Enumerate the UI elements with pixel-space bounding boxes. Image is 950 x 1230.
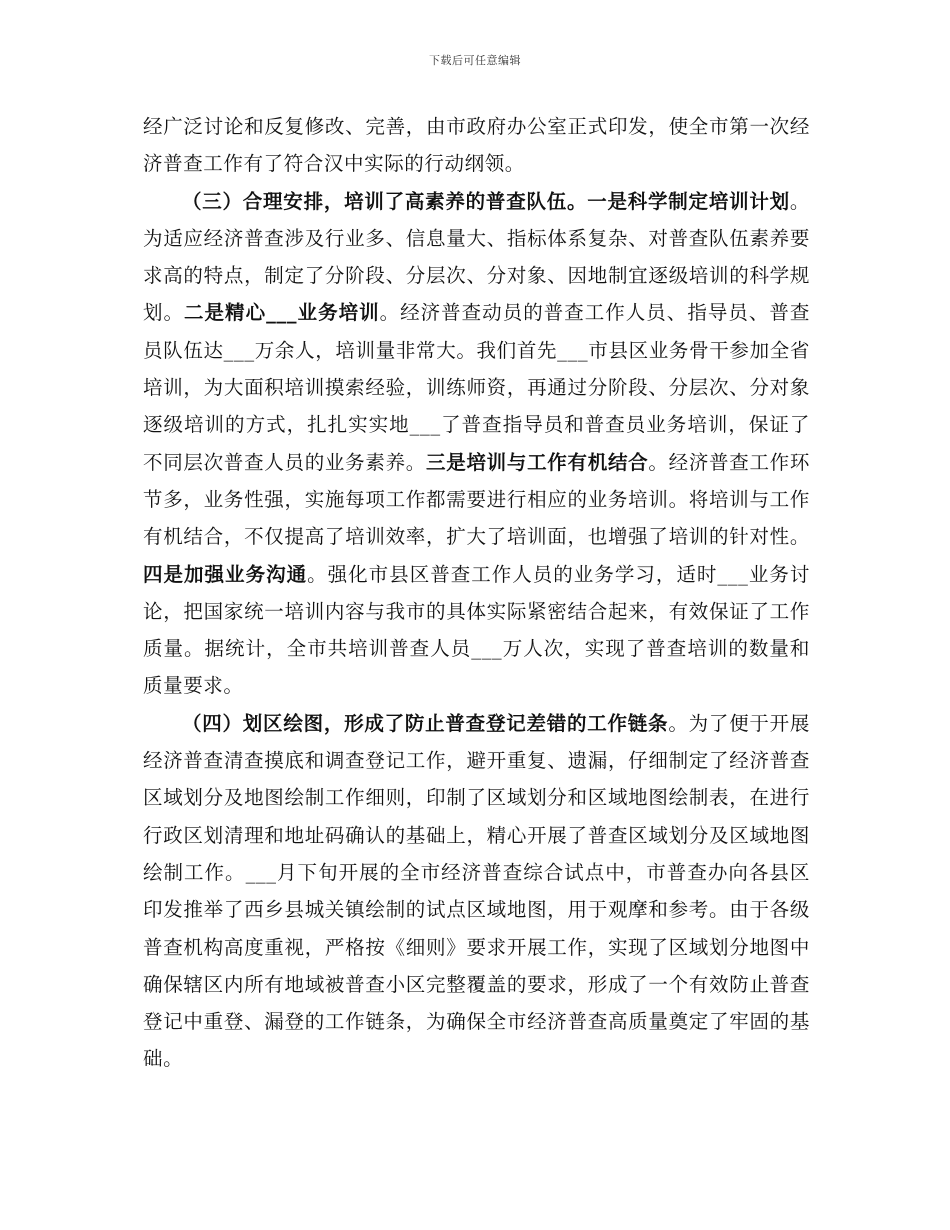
paragraph-section-4: [143, 705, 810, 1078]
body-text: 。经济普查动员的普查工作人员、指导员、普查员队伍达___万余人，培训量非常大。我们首先___市县区业务骨干参加全省培训，为大面积培训摸索经验，训练师资，再通过分阶段、分层次、分对象逐级培训的方式，扎扎实实地___了普查指导员和普查员业务培训，保证了不同层次普查人员的业务素养。: [143, 301, 810, 474]
body-text: 。强化市县区普查工作人员的业务学习，适时___业务讨论，把国家统一培训内容与我市的具体实际紧密结合起来，有效保证了工作质量。据统计，全市共培训普查人员___万人次，实现了普查培训的数量和质量要求。: [143, 562, 810, 698]
paragraph-section-3: [143, 183, 810, 705]
body-text: 。经济普查工作环节多，业务性强，实施每项工作都需要进行相应的业务培训。将培训与工作有机结合，不仅提高了培训效率，扩大了培训面，也增强了培训的针对性。: [143, 450, 810, 549]
page-header-note: 下载后可任意编辑: [429, 54, 521, 67]
body-text: 。为了便于开展经济普查清查摸底和调查登记工作，避开重复、遗漏，仔细制定了经济普查区域划分及地图绘制工作细则，印制了区域划分和区域地图绘制表，在进行行政区划清理和地址码确认的基础上，精心开展了普查区域划分及区域地图绘制工作。___月下旬开展的全市经济普查综合试点中，市普查办向各县区印发推举了西乡县城关镇绘制的试点区域地图，用于观摩和参考。由于各级普查机构高度重视，严格按《细则》要求开展工作，实现了区域划分地图中确保辖区内所有地域被普查小区完整覆盖的要求，形成了一个有效防止普查登记中重登、漏登的工作链条，为确保全市经济普查高质量奠定了牢固的基础。: [143, 711, 810, 1071]
body-text: 。为适应经济普查涉及行业多、信息量大、指标体系复杂、对普查队伍素养要求高的特点，制定了分阶段、分层次、分对象、因地制宜逐级培训的科学规划。: [143, 189, 810, 325]
document-body: [143, 108, 810, 1078]
section-heading-3: （三）合理安排，培训了高素养的普查队伍。: [182, 189, 588, 213]
section-heading-4: （四）划区绘图，形成了防止普查登记差错的工作链条: [182, 711, 669, 735]
key-point-3: 三是培训与工作有机结合: [426, 450, 649, 474]
paragraph-continuation: 经广泛讨论和反复修改、完善，由市政府办公室正式印发，使全市第一次经济普查工作有了符合汉中实际的行动纲领。: [143, 115, 810, 176]
key-point-4: 四是加强业务沟通: [143, 562, 308, 586]
key-point-2: 二是精心___业务培训: [184, 301, 380, 325]
key-point-1: 一是科学制定培训计划: [587, 189, 790, 213]
